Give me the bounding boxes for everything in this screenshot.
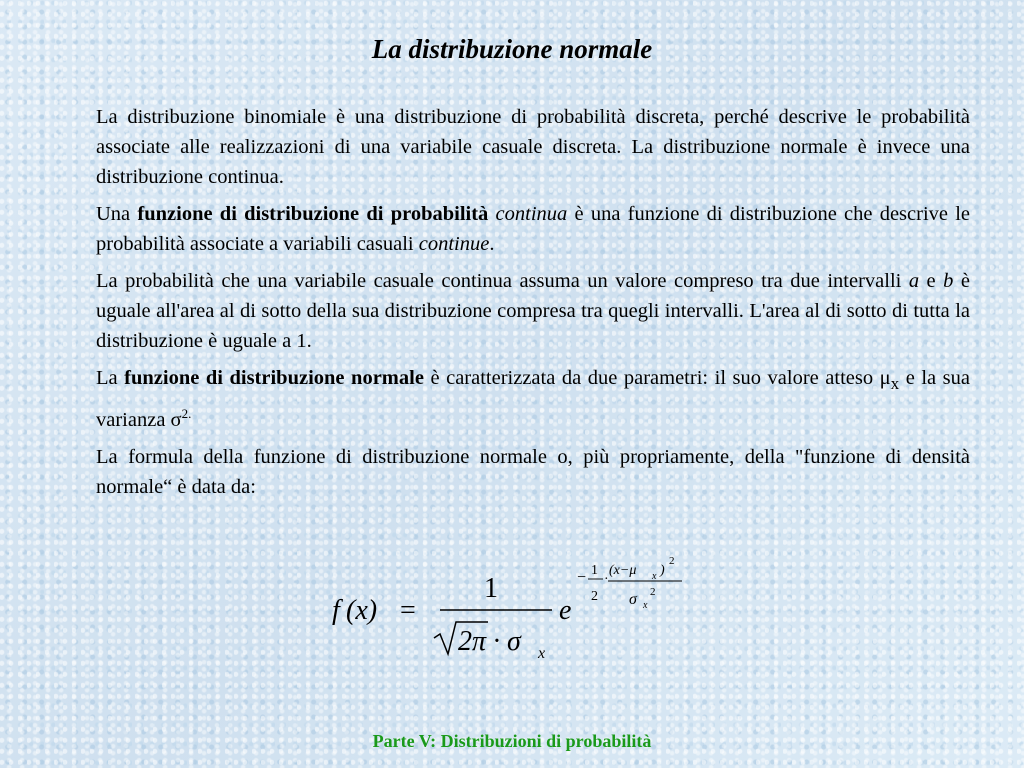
text: La probabilità che una variabile casuale continua assuma un valore compreso tra due intervalli bbox=[96, 270, 909, 292]
superscript: 2. bbox=[181, 406, 192, 422]
formula-den-subscript: x bbox=[538, 645, 546, 662]
text: e la sua varianza σ bbox=[96, 367, 970, 431]
formula-x-paren: (x) bbox=[346, 595, 378, 626]
text: è una funzione di distribuzione che descrive le probabilità associate a variabili casuali bbox=[96, 203, 971, 255]
italic-term: continue bbox=[418, 233, 490, 255]
bold-term: funzione di distribuzione normale bbox=[124, 367, 424, 389]
variable-b: b bbox=[943, 270, 954, 292]
paragraph-continuous-definition bbox=[96, 199, 970, 259]
exponent-minus: − bbox=[577, 569, 587, 586]
paragraph-formula-intro: La formula della funzione di distribuzione normale o, più propriamente, della "funzione di densità normale“ è data da: bbox=[96, 445, 970, 498]
text: La bbox=[96, 367, 125, 389]
slide-title: La distribuzione normale bbox=[371, 34, 653, 64]
slide-footer: Parte V: Distribuzioni di probabilità bbox=[372, 731, 652, 751]
text: è caratterizzata da due parametri: il suo valore atteso μ bbox=[423, 367, 891, 389]
subscript: x bbox=[890, 374, 900, 394]
exponent-numerator: (x−μ bbox=[609, 563, 637, 578]
formula-numerator: 1 bbox=[484, 573, 498, 604]
text: Una bbox=[96, 203, 138, 225]
exponent-den-subscript: x bbox=[643, 600, 648, 611]
text: è uguale all'area al di sotto della sua distribuzione compresa tra quegli intervalli. L'area al di sotto di tutta la distribuzione è uguale a 1. bbox=[96, 270, 970, 352]
text: e bbox=[919, 270, 944, 292]
exponent-denominator: σ bbox=[629, 591, 637, 608]
paragraph-normal-parameters bbox=[96, 363, 970, 435]
bold-term: funzione di distribuzione di probabilità bbox=[137, 203, 489, 225]
formula-f: f bbox=[332, 595, 340, 626]
formula-svg bbox=[330, 552, 710, 667]
exponent-half-den: 2 bbox=[591, 589, 598, 604]
exponent-den-superscript: 2 bbox=[650, 586, 656, 598]
paragraph-binomial: La distribuzione binomiale è una distribuzione di probabilità discreta, perché descrive le probabilità associate alle realizzazioni di una variabile casuale discreta. La distribuzione normale è invece una distribuzione continua. bbox=[96, 106, 970, 188]
exponent-num-close: ) bbox=[660, 563, 665, 578]
normal-density-formula bbox=[330, 552, 710, 667]
text bbox=[488, 203, 495, 225]
exponent-num-superscript: 2 bbox=[669, 555, 675, 567]
exponent-num-subscript: x bbox=[652, 571, 657, 582]
text: . bbox=[489, 233, 495, 255]
paragraph-probability-area bbox=[96, 266, 970, 356]
italic-term: continua bbox=[495, 203, 568, 225]
exponent-dot: · bbox=[604, 572, 609, 587]
slide-body bbox=[96, 102, 970, 509]
formula-equals: = bbox=[400, 595, 416, 626]
exponent-half-num: 1 bbox=[591, 563, 598, 578]
formula-e: e bbox=[559, 595, 572, 626]
variable-a: a bbox=[908, 270, 920, 292]
formula-denominator: 2π · σ bbox=[458, 626, 521, 657]
